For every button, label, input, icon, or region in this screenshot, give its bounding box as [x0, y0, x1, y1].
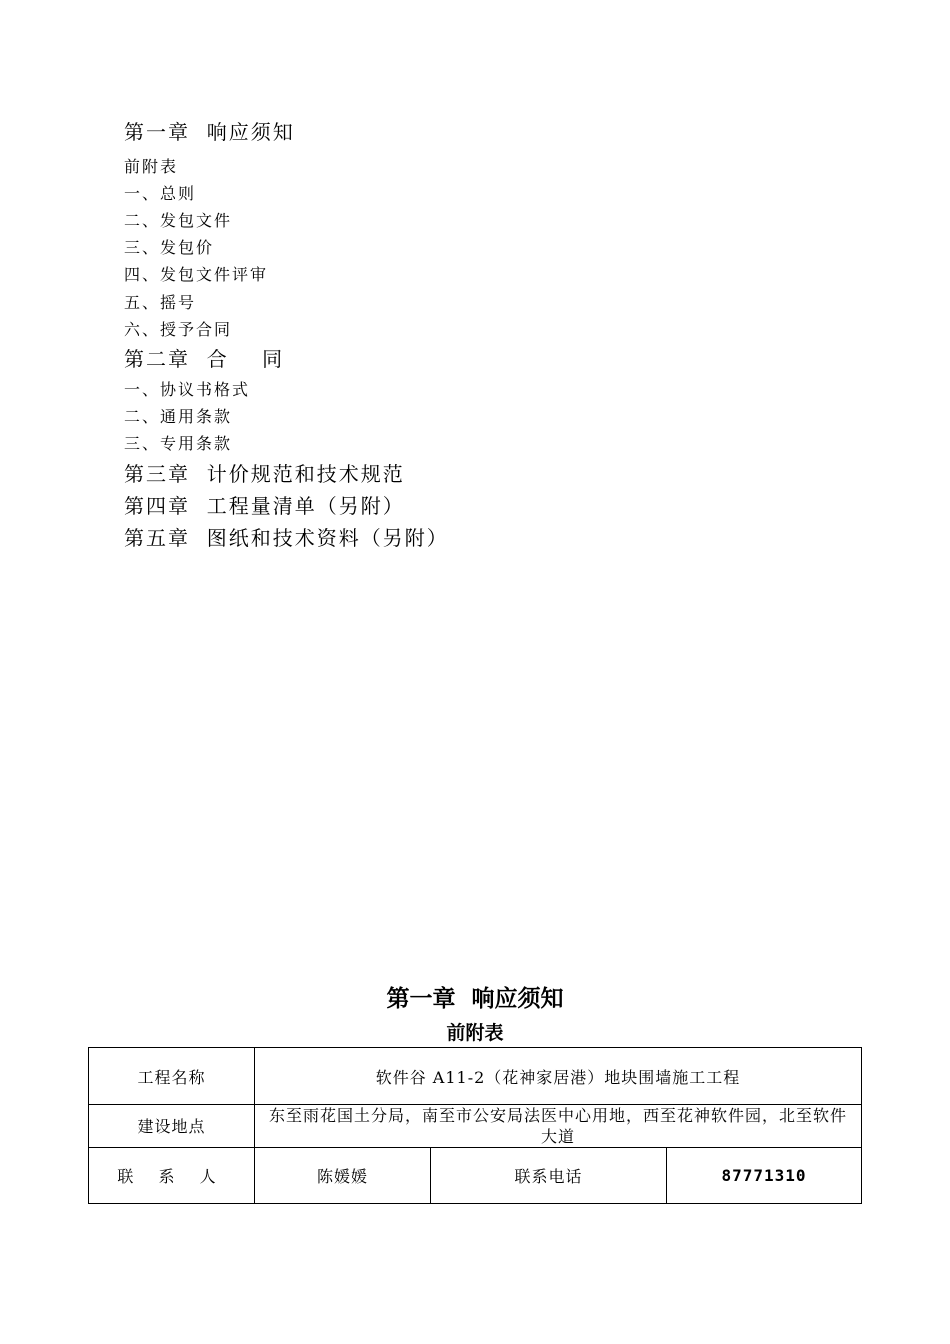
toc-chapter-2[interactable]: 第二章 合 同: [124, 347, 285, 371]
table-row: [89, 1105, 862, 1148]
toc-item-contract-documents[interactable]: 二、发包文件: [124, 211, 233, 230]
toc-chapter-3[interactable]: 第三章 计价规范和技术规范: [124, 462, 405, 486]
toc-chapter-4[interactable]: 第四章 工程量清单（另附）: [124, 494, 405, 518]
project-name-label: 工程名称: [89, 1048, 255, 1105]
contact-value: 陈媛媛: [255, 1148, 431, 1204]
contact-label: 联 系 人: [89, 1148, 255, 1204]
phone-value: 87771310: [667, 1148, 862, 1204]
front-info-table: [88, 1047, 862, 1204]
toc-item-agreement-format[interactable]: 一、协议书格式: [124, 380, 251, 399]
toc-item-general-terms[interactable]: 二、通用条款: [124, 407, 233, 426]
location-value: 东至雨花国土分局，南至市公安局法医中心用地，西至花神软件园，北至软件大道: [255, 1105, 862, 1148]
project-name-value: 软件谷 A11-2（花神家居港）地块围墙施工工程: [255, 1048, 862, 1105]
table-row: [89, 1148, 862, 1204]
location-label: 建设地点: [89, 1105, 255, 1148]
chapter-heading: 第一章 响应须知: [386, 986, 564, 1012]
phone-label: 联系电话: [431, 1148, 667, 1204]
toc-item-front-table[interactable]: 前附表: [124, 157, 179, 176]
toc-chapter-5[interactable]: 第五章 图纸和技术资料（另附）: [124, 526, 449, 550]
toc-item-award-contract[interactable]: 六、授予合同: [124, 320, 233, 339]
table-row: [89, 1048, 862, 1105]
toc-chapter-1[interactable]: 第一章 响应须知: [124, 120, 295, 144]
toc-item-special-terms[interactable]: 三、专用条款: [124, 434, 233, 453]
toc-item-contract-price[interactable]: 三、发包价: [124, 238, 215, 257]
toc-item-general[interactable]: 一、总则: [124, 184, 197, 203]
toc-item-document-review[interactable]: 四、发包文件评审: [124, 265, 269, 284]
toc-item-lottery[interactable]: 五、摇号: [124, 293, 197, 312]
front-table-heading: 前附表: [446, 1022, 504, 1044]
